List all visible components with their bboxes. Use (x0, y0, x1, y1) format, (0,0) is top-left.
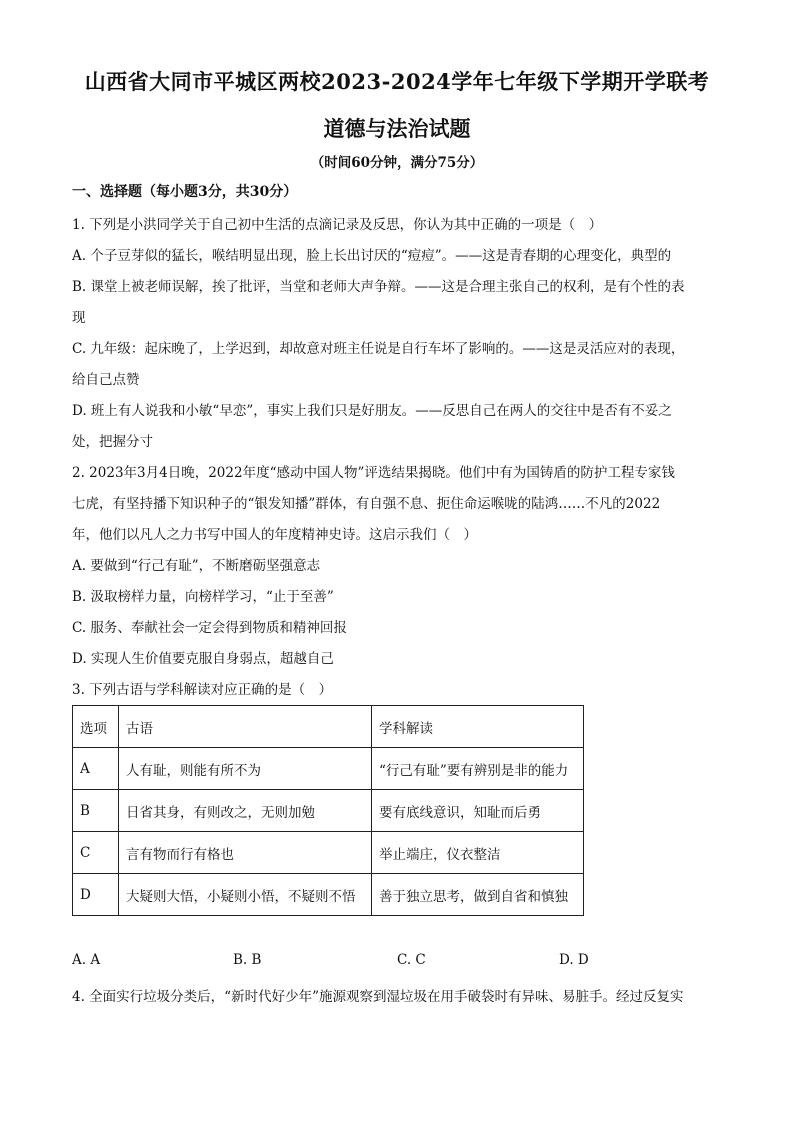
q2-option-a: A. 要做到“行己有耻”，不断磨砺坚强意志 (72, 558, 321, 574)
table-cell: C (73, 832, 119, 874)
q2-stem-cont2: 年，他们以凡人之力书写中国人的年度精神史诗。这启示我们（ ） (72, 527, 477, 543)
q3-stem: 3. 下列古语与学科解读对应正确的是（ ） (72, 682, 333, 698)
table-cell: “行己有耻”要有辨别是非的能力 (372, 748, 584, 790)
answer-option-d: D. D (559, 952, 589, 968)
table-cell: A (73, 748, 119, 790)
table-cell: 日省其身，有则改之，无则加勉 (119, 790, 372, 832)
q2-stem-cont: 七虎，有坚持播下知识种子的“银发知播”群体，有自强不息、扼住命运喉咙的陆鸿……不凡的2022 (72, 496, 661, 512)
exam-time-score: （时间60分钟，满分75分） (310, 155, 484, 171)
table-row (73, 748, 584, 790)
q3-table (72, 705, 584, 916)
q2-stem: 2. 2023年3月4日晚，2022年度“感动中国人物”评选结果揭晓。他们中有为国铸盾的防护工程专家钱 (72, 465, 675, 481)
exam-title: 山西省大同市平城区两校2023-2024学年七年级下学期开学联考 (84, 69, 710, 94)
table-cell: D (73, 874, 119, 916)
exam-subject-title: 道德与法治试题 (323, 116, 471, 141)
table-header-cell: 古语 (119, 706, 372, 748)
answer-option-c: C. C (397, 952, 426, 968)
section-heading: 一、选择题（每小题3分，共30分） (72, 184, 298, 200)
answer-option-b: B. B (233, 952, 262, 968)
table-cell: 言有物而行有格也 (119, 832, 372, 874)
table-cell: 大疑则大悟，小疑则小悟，不疑则不悟 (119, 874, 372, 916)
q1-option-d-cont: 处，把握分寸 (72, 434, 153, 450)
table-row (73, 832, 584, 874)
table-row (73, 874, 584, 916)
table-cell: 人有耻，则能有所不为 (119, 748, 372, 790)
q2-option-b: B. 汲取榜样力量，向榜样学习，“止于至善” (72, 589, 334, 605)
q1-option-b-cont: 现 (72, 310, 86, 326)
table-cell: B (73, 790, 119, 832)
table-cell: 要有底线意识，知耻而后勇 (372, 790, 584, 832)
q1-option-d: D. 班上有人说我和小敏“早恋”，事实上我们只是好朋友。——反思自己在两人的交往中是否有不妥之 (72, 403, 672, 419)
q2-option-c: C. 服务、奉献社会一定会得到物质和精神回报 (72, 620, 347, 636)
table-cell: 举止端庄，仪衣整洁 (372, 832, 584, 874)
table-header-cell: 学科解读 (372, 706, 584, 748)
q1-stem: 1. 下列是小洪同学关于自己初中生活的点滴记录及反思，你认为其中正确的一项是（ ） (72, 217, 603, 233)
table-header-row (73, 706, 584, 748)
table-row (73, 790, 584, 832)
q1-option-a: A. 个子豆芽似的猛长，喉结明显出现，脸上长出讨厌的“痘痘”。——这是青春期的心理变化，典型的 (72, 248, 672, 264)
table-header-cell: 选项 (73, 706, 119, 748)
table-cell: 善于独立思考，做到自省和慎独 (372, 874, 584, 916)
q1-option-b: B. 课堂上被老师误解，挨了批评，当堂和老师大声争辩。——这是合理主张自己的权利，是有个性的表 (72, 279, 685, 295)
q4-stem: 4. 全面实行垃圾分类后，“新时代好少年”施源观察到湿垃圾在用手破袋时有异味、易脏手。经过反复实 (72, 989, 684, 1005)
q3-answer-options (72, 952, 738, 976)
q1-option-c: C. 九年级：起床晚了，上学迟到，却故意对班主任说是自行车坏了影响的。——这是灵活应对的表现， (72, 341, 685, 357)
q1-option-c-cont: 给自己点赞 (72, 372, 140, 388)
questions-block (72, 210, 738, 706)
answer-option-a: A. A (72, 952, 101, 968)
q2-option-d: D. 实现人生价值要克服自身弱点，超越自己 (72, 651, 334, 667)
